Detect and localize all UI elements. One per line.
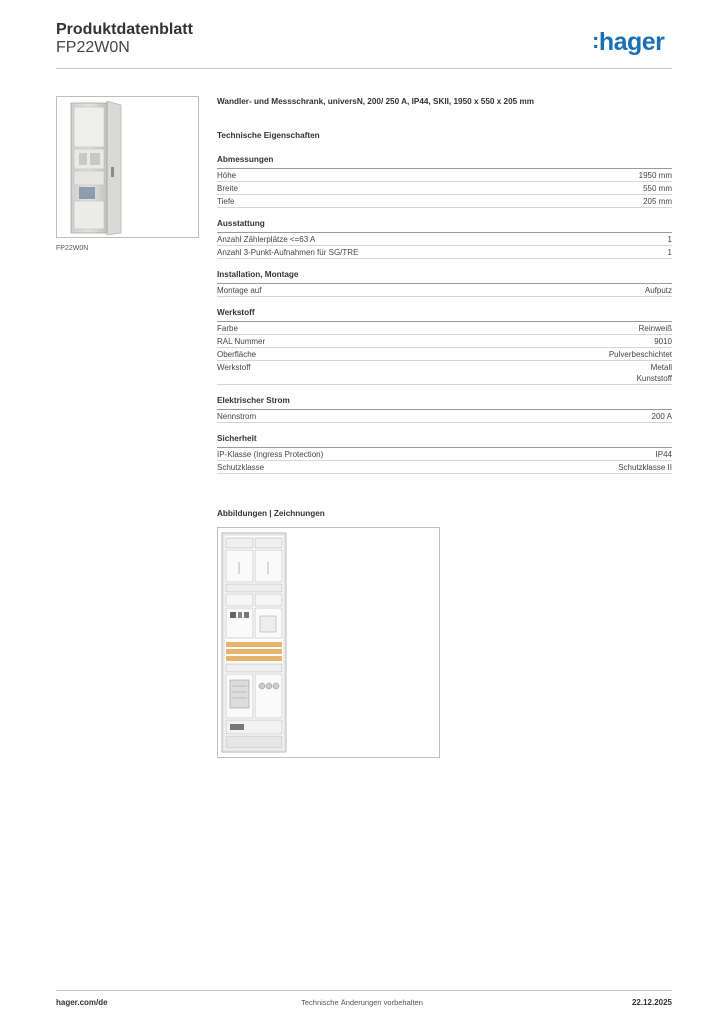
spec-label: Tiefe <box>217 197 235 206</box>
drawings-heading: Abbildungen | Zeichnungen <box>217 509 325 518</box>
spec-value: 1 <box>667 248 672 257</box>
spec-section <box>217 219 672 259</box>
spec-label: Anzahl 3-Punkt-Aufnahmen für SG/TRE <box>217 248 359 257</box>
spec-section-title: Elektrischer Strom <box>217 396 672 410</box>
specification-table <box>217 155 672 485</box>
spec-row <box>217 182 672 195</box>
spec-row <box>217 284 672 297</box>
spec-section <box>217 434 672 474</box>
spec-label: Anzahl Zählerplätze <=63 A <box>217 235 316 244</box>
spec-row <box>217 246 672 259</box>
spec-value: Aufputz <box>644 286 672 295</box>
spec-label: Farbe <box>217 324 238 333</box>
spec-label: Breite <box>217 184 238 193</box>
spec-section-title: Abmessungen <box>217 155 672 169</box>
footer-date: 22.12.2025 <box>631 998 672 1007</box>
spec-label: Werkstoff <box>217 363 251 372</box>
spec-row <box>217 461 672 474</box>
spec-value: 550 mm <box>643 184 672 193</box>
spec-row <box>217 322 672 335</box>
spec-row <box>217 233 672 246</box>
spec-section-title: Sicherheit <box>217 434 672 448</box>
spec-label: IP-Klasse (Ingress Protection) <box>217 450 324 459</box>
spec-row <box>217 361 672 385</box>
spec-section <box>217 270 672 297</box>
technical-properties-heading: Technische Eigenschaften <box>217 131 320 140</box>
spec-value: Reinweiß <box>638 324 672 333</box>
footer-website[interactable]: hager.com/de <box>56 998 108 1007</box>
hager-logo <box>592 28 664 57</box>
spec-value: 1950 mm <box>638 171 672 180</box>
footer-divider <box>56 990 672 991</box>
spec-value: 1 <box>667 235 672 244</box>
spec-label: RAL Nummer <box>217 337 266 346</box>
footer-notice: Technische Änderungen vorbehalten <box>301 998 423 1007</box>
spec-section-title: Ausstattung <box>217 219 672 233</box>
spec-section-title: Werkstoff <box>217 308 672 322</box>
article-number: FP22W0N <box>56 39 130 56</box>
spec-row <box>217 169 672 182</box>
spec-value: 9010 <box>654 337 672 346</box>
spec-value: IP44 <box>655 450 672 459</box>
spec-value: Schutzklasse II <box>618 463 672 472</box>
cabinet-drawing-icon <box>218 528 439 757</box>
spec-section <box>217 308 672 385</box>
spec-label: Schutzklasse <box>217 463 265 472</box>
spec-value: Pulverbeschichtet <box>608 350 672 359</box>
spec-label: Montage auf <box>217 286 262 295</box>
header-divider <box>56 68 672 69</box>
logo-text: hager <box>598 28 665 56</box>
page-title: Produktdatenblatt <box>56 21 193 38</box>
product-image-caption: FP22W0N <box>56 245 89 252</box>
spec-label: Oberfläche <box>217 350 257 359</box>
cabinet-photo-icon <box>57 97 198 237</box>
spec-value: 200 A <box>651 412 672 421</box>
spec-section-title: Installation, Montage <box>217 270 672 284</box>
product-description: Wandler- und Messschrank, universN, 200/ 250 A, IP44, SKII, 1950 x 550 x 205 mm <box>217 97 535 106</box>
spec-row <box>217 348 672 361</box>
spec-label: Höhe <box>217 171 237 180</box>
logo-dots-icon: : <box>592 28 599 53</box>
spec-row <box>217 410 672 423</box>
spec-value: Metall Kunststoff <box>636 363 672 383</box>
spec-row <box>217 195 672 208</box>
product-image <box>56 96 199 238</box>
spec-section <box>217 155 672 208</box>
spec-row <box>217 448 672 461</box>
spec-row <box>217 335 672 348</box>
technical-drawing <box>217 527 440 758</box>
spec-section <box>217 396 672 423</box>
spec-label: Nennstrom <box>217 412 257 421</box>
spec-value: 205 mm <box>643 197 672 206</box>
